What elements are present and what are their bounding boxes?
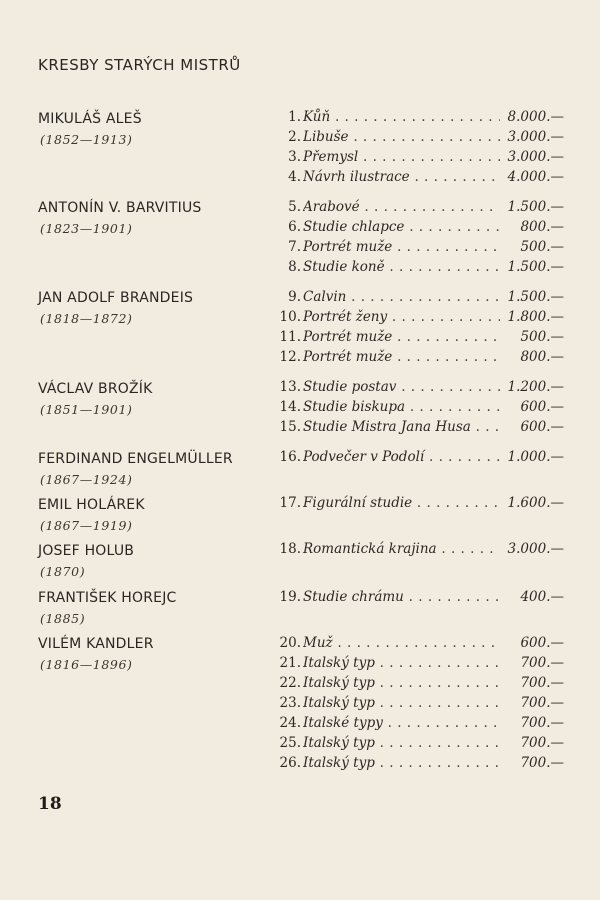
work-title: Libuše . . . <box>303 127 502 147</box>
work-price: 3.000.— <box>500 147 564 167</box>
work-price: 500.— <box>500 237 564 257</box>
work-title: Podvečer v Podolí . . . <box>303 447 502 467</box>
work-number: 17. <box>279 495 301 511</box>
work-row <box>268 447 568 467</box>
artist-entry <box>38 110 142 149</box>
work-row <box>268 633 568 653</box>
work-row <box>268 217 568 237</box>
work-number: 9. <box>288 289 301 305</box>
work-price: 800.— <box>500 347 564 367</box>
artist-entry <box>38 289 193 328</box>
work-price: 400.— <box>500 587 564 607</box>
work-number: 23. <box>279 695 301 711</box>
artist-dates: (1867—1919) <box>40 518 133 533</box>
work-title: Studie chlapce . . . <box>303 217 502 237</box>
work-row <box>268 347 568 367</box>
work-price: 1.200.— <box>500 377 564 397</box>
work-row <box>268 307 568 327</box>
work-title: Portrét muže . . . <box>303 327 502 347</box>
work-title: Studie koně . . . <box>303 257 502 277</box>
work-row <box>268 287 568 307</box>
work-row <box>268 673 568 693</box>
work-number: 15. <box>279 419 301 435</box>
artist-entry <box>38 496 145 535</box>
work-title: Italský typ . . . <box>303 693 502 713</box>
work-price: 8.000.— <box>500 107 564 127</box>
work-price: 800.— <box>500 217 564 237</box>
work-row <box>268 493 568 513</box>
work-title: Portrét ženy . . . <box>303 307 502 327</box>
work-number: 8. <box>288 259 301 275</box>
works-list <box>268 633 568 773</box>
work-row <box>268 753 568 773</box>
work-row <box>268 147 568 167</box>
work-number: 11. <box>279 329 301 345</box>
artist-name: ANTONÍN V. BARVITIUS <box>38 200 202 216</box>
artist-name: FRANTIŠEK HOREJC <box>38 590 177 606</box>
work-number: 3. <box>288 149 301 165</box>
work-title: Romantická krajina . . . <box>303 539 502 559</box>
work-number: 10. <box>279 309 301 325</box>
work-price: 600.— <box>500 417 564 437</box>
work-number: 22. <box>279 675 301 691</box>
work-title: Studie chrámu . . . <box>303 587 502 607</box>
work-price: 1.500.— <box>500 197 564 217</box>
artist-dates: (1816—1896) <box>40 657 133 672</box>
work-number: 18. <box>279 541 301 557</box>
work-number: 20. <box>279 635 301 651</box>
artist-dates: (1867—1924) <box>40 472 133 487</box>
artist-entry <box>38 380 152 419</box>
work-number: 13. <box>279 379 301 395</box>
page-number: 18 <box>38 794 62 814</box>
work-title: Přemysl . . . <box>303 147 502 167</box>
work-title: Arabové . . . <box>303 197 502 217</box>
works-list <box>268 493 568 513</box>
works-list <box>268 587 568 607</box>
work-title: Muž . . . <box>303 633 502 653</box>
work-price: 700.— <box>500 733 564 753</box>
work-title: Calvin . . . <box>303 287 502 307</box>
work-price: 1.500.— <box>500 257 564 277</box>
work-title: Kůň . . . <box>303 107 502 127</box>
artist-name: EMIL HOLÁREK <box>38 497 145 513</box>
work-number: 6. <box>288 219 301 235</box>
work-row <box>268 377 568 397</box>
artist-name: MIKULÁŠ ALEŠ <box>38 111 142 127</box>
artist-dates: (1823—1901) <box>40 221 133 236</box>
work-price: 700.— <box>500 693 564 713</box>
work-number: 4. <box>288 169 301 185</box>
work-row <box>268 693 568 713</box>
work-row <box>268 653 568 673</box>
artist-entry <box>38 542 134 581</box>
work-row <box>268 167 568 187</box>
work-price: 700.— <box>500 753 564 773</box>
artist-entry <box>38 635 154 674</box>
page-heading: KRESBY STARÝCH MISTRŮ <box>38 56 241 74</box>
work-row <box>268 587 568 607</box>
work-number: 19. <box>279 589 301 605</box>
work-row <box>268 713 568 733</box>
work-title: Italský typ . . . <box>303 753 502 773</box>
artist-name: FERDINAND ENGELMÜLLER <box>38 451 233 467</box>
artist-entry <box>38 450 233 489</box>
work-row <box>268 397 568 417</box>
work-row <box>268 539 568 559</box>
works-list <box>268 539 568 559</box>
work-number: 24. <box>279 715 301 731</box>
work-number: 25. <box>279 735 301 751</box>
work-number: 14. <box>279 399 301 415</box>
work-title: Italský typ . . . <box>303 733 502 753</box>
work-title: Italské typy . . . <box>303 713 502 733</box>
work-price: 1.500.— <box>500 287 564 307</box>
work-row <box>268 107 568 127</box>
work-title: Portrét muže . . . <box>303 237 502 257</box>
work-price: 600.— <box>500 397 564 417</box>
work-price: 1.800.— <box>500 307 564 327</box>
work-row <box>268 237 568 257</box>
work-row <box>268 417 568 437</box>
work-title: Studie postav . . . <box>303 377 502 397</box>
work-price: 600.— <box>500 633 564 653</box>
work-number: 26. <box>279 755 301 771</box>
work-price: 3.000.— <box>500 127 564 147</box>
work-price: 4.000.— <box>500 167 564 187</box>
works-list <box>268 377 568 437</box>
work-price: 700.— <box>500 653 564 673</box>
work-title: Studie biskupa . . . <box>303 397 502 417</box>
artist-name: JOSEF HOLUB <box>38 543 135 559</box>
artist-name: VÁCLAV BROŽÍK <box>38 381 153 397</box>
work-title: Návrh ilustrace . . . <box>303 167 502 187</box>
artist-dates: (1851—1901) <box>40 402 133 417</box>
work-title: Portrét muže . . . <box>303 347 502 367</box>
work-number: 12. <box>279 349 301 365</box>
works-list <box>268 287 568 367</box>
works-list <box>268 107 568 187</box>
work-title: Figurální studie . . . <box>303 493 502 513</box>
artist-dates: (1870) <box>40 564 86 579</box>
work-price: 1.600.— <box>500 493 564 513</box>
work-price: 3.000.— <box>500 539 564 559</box>
artist-dates: (1852—1913) <box>40 132 133 147</box>
work-number: 2. <box>288 129 301 145</box>
works-list <box>268 447 568 467</box>
work-row <box>268 733 568 753</box>
work-number: 5. <box>288 199 301 215</box>
artist-dates: (1885) <box>40 611 86 626</box>
work-number: 1. <box>288 109 301 125</box>
work-title: Italský typ . . . <box>303 653 502 673</box>
work-number: 7. <box>288 239 301 255</box>
work-price: 1.000.— <box>500 447 564 467</box>
work-title: Italský typ . . . <box>303 673 502 693</box>
artist-entry <box>38 199 201 238</box>
work-number: 21. <box>279 655 301 671</box>
work-price: 700.— <box>500 713 564 733</box>
work-price: 700.— <box>500 673 564 693</box>
artist-entry <box>38 589 177 628</box>
work-row <box>268 257 568 277</box>
work-title: Studie Mistra Jana Husa . . . <box>303 417 502 437</box>
work-row <box>268 327 568 347</box>
artist-dates: (1818—1872) <box>40 311 133 326</box>
artist-name: VILÉM KANDLER <box>38 636 154 652</box>
works-list <box>268 197 568 277</box>
work-row <box>268 197 568 217</box>
work-row <box>268 127 568 147</box>
work-number: 16. <box>279 449 301 465</box>
work-price: 500.— <box>500 327 564 347</box>
artist-name: JAN ADOLF BRANDEIS <box>38 290 194 306</box>
